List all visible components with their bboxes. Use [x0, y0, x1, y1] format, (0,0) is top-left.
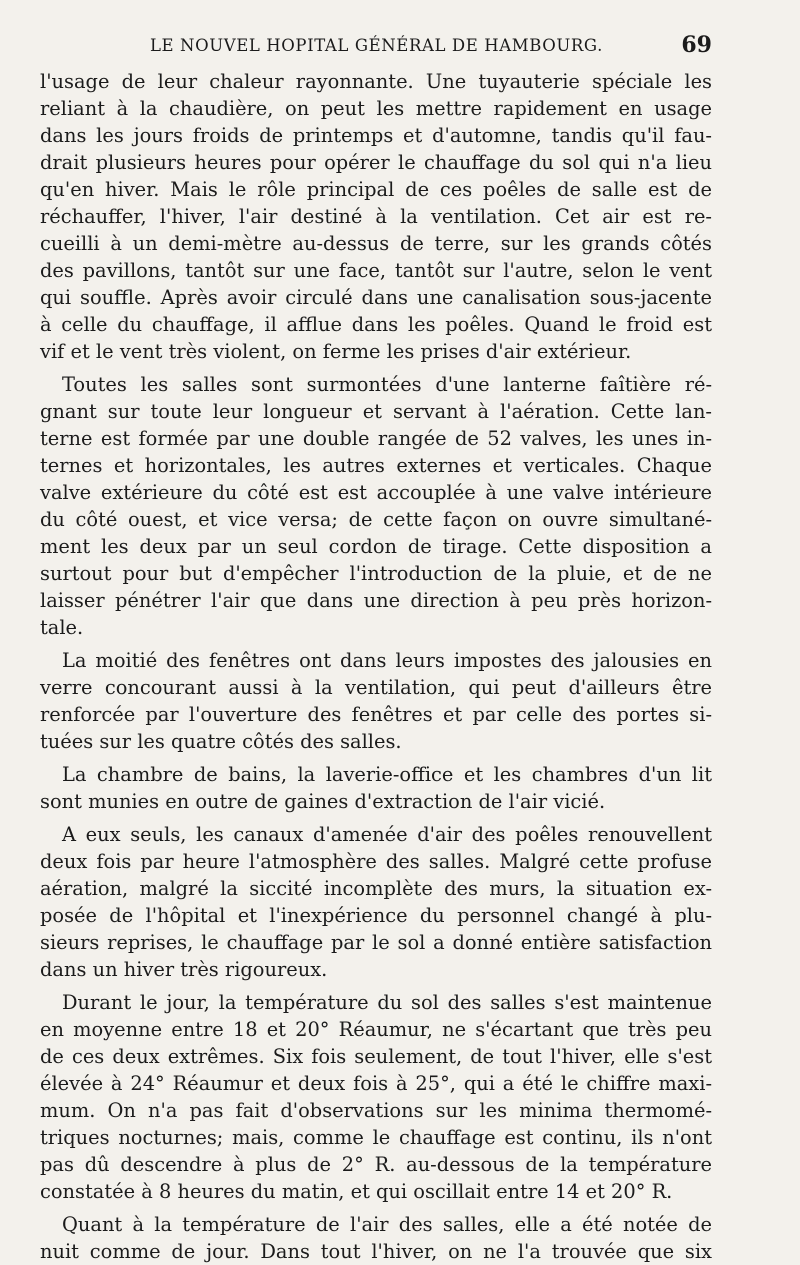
paragraph: [40, 761, 712, 815]
text-line: des pavillons, tantôt sur une face, tantôt sur l'autre, selon le vent: [40, 259, 712, 282]
text-line: La chambre de bains, la laverie-office et les chambres d'un lit: [62, 763, 712, 786]
text-line: tale.: [40, 616, 84, 639]
text-line: élevée à 24° Réaumur et deux fois à 25°, qui a été le chiffre maxi-: [40, 1072, 712, 1095]
text-line: de ces deux extrêmes. Six fois seulement, de tout l'hiver, elle s'est: [40, 1045, 712, 1068]
text-line: A eux seuls, les canaux d'amenée d'air des poêles renouvellent: [62, 823, 712, 846]
text-line: laisser pénétrer l'air que dans une direction à peu près horizon-: [40, 589, 712, 612]
text-line: qui souffle. Après avoir circulé dans une canalisation sous-jacente: [40, 286, 712, 309]
text-line: surtout pour but d'empêcher l'introduction de la pluie, et de ne: [40, 562, 712, 585]
paragraph: [40, 68, 712, 365]
text-line: sont munies en outre de gaines d'extraction de l'air vicié.: [40, 790, 606, 813]
text-line: sieurs reprises, le chauffage par le sol a donné entière satisfaction: [40, 931, 712, 954]
text-line: cueilli à un demi-mètre au-dessus de terre, sur les grands côtés: [40, 232, 712, 255]
text-line: ment les deux par un seul cordon de tirage. Cette disposition a: [40, 535, 712, 558]
paragraph: [40, 647, 712, 755]
paragraph: [40, 821, 712, 983]
text-line: Quant à la température de l'air des salles, elle a été notée de: [62, 1213, 712, 1236]
text-line: vif et le vent très violent, on ferme les prises d'air extérieur.: [40, 340, 632, 363]
running-title: LE NOUVEL HOPITAL GÉNÉRAL DE HAMBOURG.: [150, 36, 603, 55]
text-line: dans un hiver très rigoureux.: [40, 958, 328, 981]
text-line: dans les jours froids de printemps et d'automne, tandis qu'il fau-: [40, 124, 712, 147]
text-line: pas dû descendre à plus de 2° R. au-dessous de la température: [40, 1153, 712, 1176]
text-line: triques nocturnes; mais, comme le chauffage est continu, ils n'ont: [40, 1126, 712, 1149]
text-line: à celle du chauffage, il afflue dans les poêles. Quand le froid est: [40, 313, 712, 336]
text-line: ternes et horizontales, les autres externes et verticales. Chaque: [40, 454, 712, 477]
paragraph: [40, 989, 712, 1205]
text-line: posée de l'hôpital et l'inexpérience du personnel changé à plu-: [40, 904, 712, 927]
paragraph: [40, 371, 712, 641]
text-line: deux fois par heure l'atmosphère des salles. Malgré cette profuse: [40, 850, 712, 873]
paragraph: [40, 1211, 712, 1265]
page-header: [40, 34, 712, 58]
text-line: du côté ouest, et vice versa; de cette façon on ouvre simultané-: [40, 508, 712, 531]
text-line: valve extérieure du côté est est accouplée à une valve intérieure: [40, 481, 712, 504]
text-line: renforcée par l'ouverture des fenêtres et par celle des portes si-: [40, 703, 712, 726]
text-line: l'usage de leur chaleur rayonnante. Une tuyauterie spéciale les: [40, 70, 712, 93]
text-line: La moitié des fenêtres ont dans leurs impostes des jalousies en: [62, 649, 712, 672]
text-line: constatée à 8 heures du matin, et qui oscillait entre 14 et 20° R.: [40, 1180, 673, 1203]
text-line: drait plusieurs heures pour opérer le chauffage du sol qui n'a lieu: [40, 151, 712, 174]
text-line: Durant le jour, la température du sol des salles s'est maintenue: [62, 991, 712, 1014]
page-number: 69: [681, 32, 712, 58]
text-line: terne est formée par une double rangée de 52 valves, les unes in-: [40, 427, 712, 450]
text-line: reliant à la chaudière, on peut les mettre rapidement en usage: [40, 97, 712, 120]
text-line: mum. On n'a pas fait d'observations sur les minima thermomé-: [40, 1099, 712, 1122]
text-line: tuées sur les quatre côtés des salles.: [40, 730, 402, 753]
text-line: qu'en hiver. Mais le rôle principal de ces poêles de salle est de: [40, 178, 712, 201]
text-line: Toutes les salles sont surmontées d'une lanterne faîtière ré-: [62, 373, 712, 396]
text-line: aération, malgré la siccité incomplète des murs, la situation ex-: [40, 877, 712, 900]
body-text: [40, 68, 712, 1265]
text-line: verre concourant aussi à la ventilation, qui peut d'ailleurs être: [40, 676, 712, 699]
text-line: en moyenne entre 18 et 20° Réaumur, ne s'écartant que très peu: [40, 1018, 712, 1041]
text-line: gnant sur toute leur longueur et servant à l'aération. Cette lan-: [40, 400, 712, 423]
text-line: réchauffer, l'hiver, l'air destiné à la ventilation. Cet air est re-: [40, 205, 712, 228]
text-line: nuit comme de jour. Dans tout l'hiver, on ne l'a trouvée que six: [40, 1240, 712, 1263]
